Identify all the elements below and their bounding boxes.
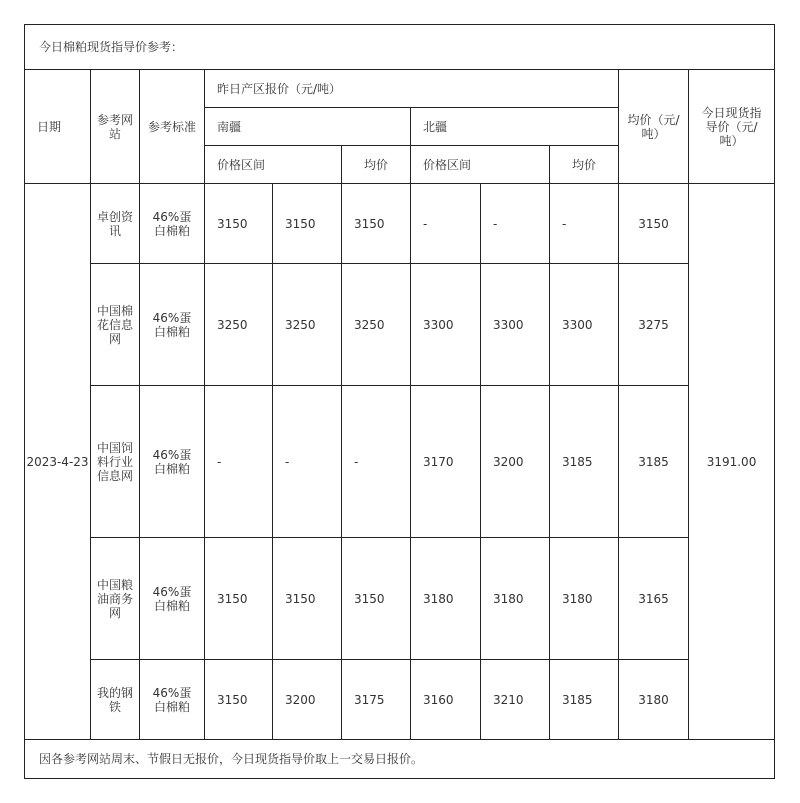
header-avg-price: 均价（元/吨） — [619, 70, 689, 184]
header-avg-north: 均价 — [550, 146, 619, 184]
south-low-cell: 3150 — [205, 660, 273, 740]
north-avg-cell: 3185 — [550, 660, 619, 740]
standard-cell: 46%蛋白棉粕 — [140, 660, 205, 740]
south-low-cell: 3150 — [205, 184, 273, 264]
south-avg-cell: 3150 — [342, 184, 411, 264]
standard-cell: 46%蛋白棉粕 — [140, 538, 205, 660]
header-avg-south: 均价 — [342, 146, 411, 184]
standard-cell: 46%蛋白棉粕 — [140, 184, 205, 264]
north-high-cell: 3300 — [481, 264, 550, 386]
date-cell: 2023-4-23 — [25, 184, 91, 740]
south-avg-cell: 3250 — [342, 264, 411, 386]
north-high-cell: - — [481, 184, 550, 264]
north-low-cell: 3300 — [411, 264, 481, 386]
table-row — [25, 538, 775, 660]
header-today-guide: 今日现货指导价（元/吨） — [689, 70, 775, 184]
south-high-cell: - — [273, 386, 342, 538]
header-yesterday-quote: 昨日产区报价（元/吨） — [205, 70, 619, 108]
site-cell: 中国棉花信息网 — [91, 264, 140, 386]
south-avg-cell: 3150 — [342, 538, 411, 660]
north-high-cell: 3210 — [481, 660, 550, 740]
table-row — [25, 264, 775, 386]
north-high-cell: 3200 — [481, 386, 550, 538]
north-high-cell: 3180 — [481, 538, 550, 660]
table-row — [25, 184, 775, 264]
table-title: 今日棉粕现货指导价参考： — [25, 25, 775, 70]
south-avg-cell: 3175 — [342, 660, 411, 740]
site-cell: 中国粮油商务网 — [91, 538, 140, 660]
avg-cell: 3185 — [619, 386, 689, 538]
south-low-cell: - — [205, 386, 273, 538]
south-high-cell: 3150 — [273, 184, 342, 264]
footer-note: 因各参考网站周末、节假日无报价，今日现货指导价取上一交易日报价。 — [25, 740, 775, 779]
standard-cell: 46%蛋白棉粕 — [140, 264, 205, 386]
north-avg-cell: 3185 — [550, 386, 619, 538]
north-low-cell: 3160 — [411, 660, 481, 740]
site-cell: 卓创资讯 — [91, 184, 140, 264]
north-avg-cell: 3300 — [550, 264, 619, 386]
north-avg-cell: - — [550, 184, 619, 264]
header-price-range-north: 价格区间 — [411, 146, 550, 184]
price-table — [24, 24, 775, 779]
header-price-range-south: 价格区间 — [205, 146, 342, 184]
south-high-cell: 3150 — [273, 538, 342, 660]
south-avg-cell: - — [342, 386, 411, 538]
north-low-cell: 3170 — [411, 386, 481, 538]
header-north-xinjiang: 北疆 — [411, 108, 619, 146]
avg-cell: 3180 — [619, 660, 689, 740]
avg-cell: 3275 — [619, 264, 689, 386]
table-row — [25, 660, 775, 740]
today-guide-value: 3191.00 — [689, 184, 775, 740]
south-low-cell: 3250 — [205, 264, 273, 386]
site-cell: 我的钢铁 — [91, 660, 140, 740]
north-low-cell: 3180 — [411, 538, 481, 660]
south-low-cell: 3150 — [205, 538, 273, 660]
header-south-xinjiang: 南疆 — [205, 108, 411, 146]
standard-cell: 46%蛋白棉粕 — [140, 386, 205, 538]
header-standard: 参考标准 — [140, 70, 205, 184]
south-high-cell: 3200 — [273, 660, 342, 740]
table-row — [25, 386, 775, 538]
avg-cell: 3165 — [619, 538, 689, 660]
avg-cell: 3150 — [619, 184, 689, 264]
header-site: 参考网站 — [91, 70, 140, 184]
site-cell: 中国饲料行业信息网 — [91, 386, 140, 538]
header-date: 日期 — [25, 70, 91, 184]
south-high-cell: 3250 — [273, 264, 342, 386]
north-low-cell: - — [411, 184, 481, 264]
north-avg-cell: 3180 — [550, 538, 619, 660]
